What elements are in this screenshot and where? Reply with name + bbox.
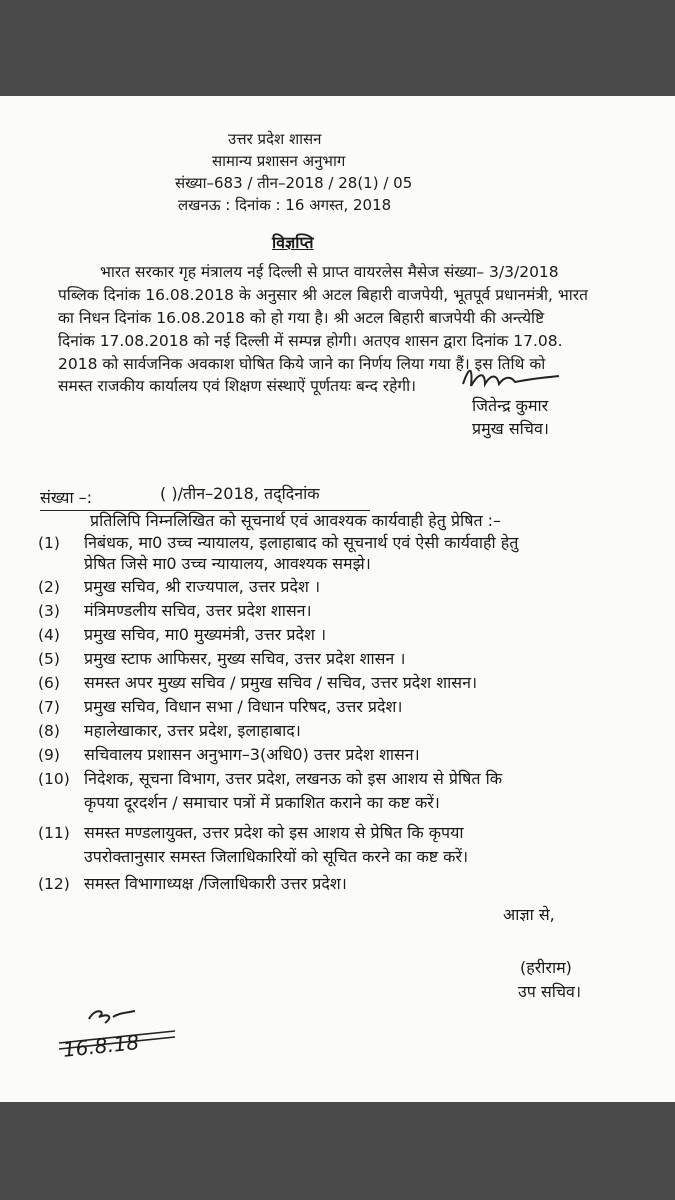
body-line: समस्त राजकीय कार्यालय एवं शिक्षण संस्थाऐं पूर्णतयः बन्द रहेगी। — [58, 377, 416, 395]
list-item-text: उपरोक्तानुसार समस्त जिलाधिकारियों को सूचित करने का कष्ट करें। — [84, 847, 469, 866]
list-item-text: समस्त विभागाध्यक्ष /जिलाधिकारी उत्तर प्रदेश। — [84, 874, 347, 893]
list-item-number: (8) — [38, 722, 60, 740]
list-item-number: (1) — [38, 534, 60, 552]
list-item-number: (3) — [38, 602, 60, 620]
signatory-name: जितेन्द्र कुमार — [472, 396, 549, 415]
body-line: दिनांक 17.08.2018 को नई दिल्ली में सम्पन्न होगी। अतएव शासन द्वारा दिनांक 17.08. — [58, 332, 563, 350]
list-item-text: निदेशक, सूचना विभाग, उत्तर प्रदेश, लखनऊ को इस आशय से प्रेषित कि — [84, 769, 503, 788]
list-item-text: प्रमुख सचिव, विधान सभा / विधान परिषद, उत्तर प्रदेश। — [84, 697, 403, 716]
ref-number-detail: ( )/तीन–2018, तद्‌दिनांक — [160, 484, 320, 503]
closing-name: (हरीराम) — [520, 958, 572, 977]
document-page — [0, 96, 675, 1102]
signatory-designation: प्रमुख सचिव। — [472, 419, 549, 438]
header-department: सामान्य प्रशासन अनुभाग — [212, 152, 346, 170]
list-item-text: प्रमुख सचिव, श्री राज्यपाल, उत्तर प्रदेश । — [84, 577, 321, 596]
list-item-number: (2) — [38, 578, 60, 596]
bottom-dark-band — [0, 1102, 675, 1200]
list-item-number: (11) — [38, 824, 70, 842]
list-item-number: (6) — [38, 674, 60, 692]
list-item-text: प्रमुख स्टाफ आफिसर, मुख्य सचिव, उत्तर प्रदेश शासन । — [84, 649, 406, 668]
list-item-text: मंत्रिमण्डलीय सचिव, उत्तर प्रदेश शासन। — [84, 601, 312, 620]
copy-intro: प्रतिलिपि निम्नलिखित को सूचनार्थ एवं आवश्यक कार्यवाही हेतु प्रेषित :– — [90, 511, 502, 530]
list-item-text: प्रेषित जिसे मा0 उच्च न्यायालय, आवश्यक समझे। — [84, 554, 371, 573]
document-title: विज्ञप्ति — [272, 233, 314, 252]
list-item-number: (4) — [38, 626, 60, 644]
list-item-text: सचिवालय प्रशासन अनुभाग–3(अधि0) उत्तर प्रदेश शासन। — [84, 745, 420, 764]
list-item-number: (10) — [38, 770, 70, 788]
list-item-number: (7) — [38, 698, 60, 716]
body-line: 2018 को सार्वजनिक अवकाश घोषित किये जाने का निर्णय लिया गया हैं। इस तिथि को — [58, 355, 546, 373]
list-item-number: (12) — [38, 875, 70, 893]
list-item-number: (9) — [38, 746, 60, 764]
list-item-text: कृपया दूरदर्शन / समाचार पत्रों में प्रकाशित कराने का कष्ट करें। — [84, 793, 440, 812]
list-item-number: (5) — [38, 650, 60, 668]
handwritten-date: 16.8.18 — [61, 1030, 141, 1062]
ref-number-label: संख्या –: — [40, 488, 93, 507]
body-line: भारत सरकार गृह मंत्रालय नई दिल्ली से प्राप्त वायरलेस मैसेज संख्या– 3/3/2018 — [100, 263, 559, 281]
list-item-text: समस्त मण्डलायुक्त, उत्तर प्रदेश को इस आशय से प्रेषित कि कृपया — [84, 823, 464, 842]
header-place-date: लखनऊ : दिनांक : 16 अगस्त, 2018 — [178, 196, 392, 214]
body-line: का निधन दिनांक 16.08.2018 को हो गया है। श्री अटल बिहारी बाजपेयी की अन्त्येष्टि — [58, 309, 545, 327]
top-dark-band — [0, 0, 675, 96]
list-item-text: समस्त अपर मुख्य सचिव / प्रमुख सचिव / सचिव, उत्तर प्रदेश शासन। — [84, 673, 478, 692]
header-govt: उत्तर प्रदेश शासन — [228, 130, 322, 148]
closing-designation: उप सचिव। — [518, 982, 582, 1001]
list-item-text: प्रमुख सचिव, मा0 मुख्यमंत्री, उत्तर प्रदेश । — [84, 625, 327, 644]
body-line: पब्लिक दिनांक 16.08.2018 के अनुसार श्री अटल बिहारी वाजपेयी, भूतपूर्व प्रधानमंत्री, भारत — [58, 286, 588, 304]
list-item-text: निबंधक, मा0 उच्च न्यायालय, इलाहाबाद को सूचनार्थ एवं ऐसी कार्यवाही हेतु — [84, 533, 519, 552]
list-item-text: महालेखाकार, उत्तर प्रदेश, इलाहाबाद। — [84, 721, 301, 740]
closing-order: आज्ञा से, — [503, 905, 555, 924]
header-reference-number: संख्या–683 / तीन–2018 / 28(1) / 05 — [175, 174, 413, 192]
signature-mark — [455, 362, 565, 396]
